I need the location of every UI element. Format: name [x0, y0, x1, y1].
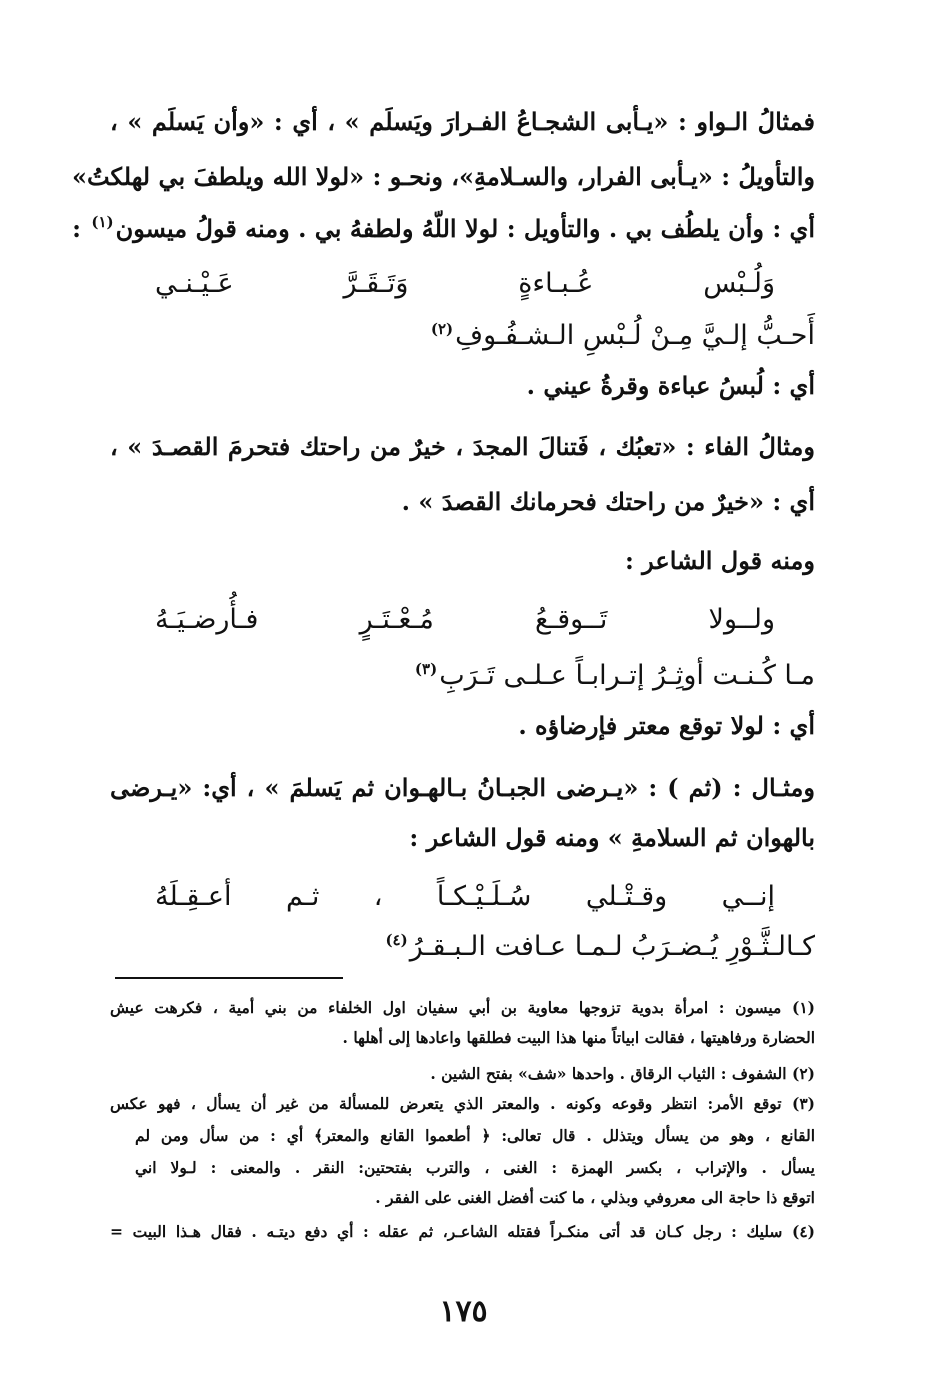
poem-verse: ولــولا تَــوقـعُ مُـعْـتَـرٍ فـأُرضـيَـهُ	[155, 604, 775, 635]
paragraph-text: أي : وأن يلطُف بي . والتأويل : لولا اللّهُ ولطفهُ بي . ومنه قولُ ميسون	[115, 214, 815, 243]
poem-verse-text: كـالـثَّـوْرِ يُـضـرَبُ لـمـا عـافت الـبـقـرُ	[409, 931, 815, 962]
footnote-ref: (٢)	[430, 320, 454, 338]
footnote-line: (٣) توقع الأمر: انتظر وقوعه وكونه . والمعتر الذي يتعرض للمسألة من غير أن يسأل ، فهو عكس	[110, 1094, 815, 1113]
poem-verse: وَلُـبْس عُـبـاءةٍ وَتَـقَـرَّ عَـيْـنـي	[155, 268, 775, 299]
poem-verse	[119, 918, 815, 969]
paragraph-line: والتأويلُ : «يـأبى الفرار، والسـلامةِ»، ونحـو : «لولا الله ويلطفَ بي لهلكتُ»	[71, 162, 815, 191]
paragraph-line: أي : لُبسُ عباءة وقرةُ عيني .	[526, 371, 815, 400]
footnote-divider	[115, 977, 343, 979]
footnote-line: (٢) الشفوف : الثياب الرقاق . واحدها «شف» بفتح الشين .	[430, 1064, 815, 1083]
footnote-line: اتوقع ذا حاجة الى معروفي وبذلي ، ما كنت أفضل الغنى على الفقر .	[375, 1188, 815, 1207]
poem-verse-text: مـا كُـنـت أوثِـرُ إتـرابـاً عـلـى تَـرَبِ	[439, 660, 815, 691]
paragraph-line: ومثـال : (ثم ) : «يـرضى الجبـانُ بـالهـوان ثم يَسلمَ » ، أي: «يـرضى	[110, 773, 815, 802]
paragraph-line: فمثالُ الـواو : «يـأبى الشجـاعُ الفـرارَ ويَسلَم » ، أي : «وأن يَسلَم » ،	[110, 107, 815, 136]
footnote-line: (١) ميسون : امرأة بدوية تزوجها معاوية بن أبي سفيان اول الخلفاء من بني أمية ، فكرهت عيش	[110, 998, 815, 1017]
paragraph-text: :	[72, 214, 90, 243]
poem-verse	[119, 307, 815, 358]
paragraph-line: ومثالُ الفاء : «تعبُك ، فَتنالَ المجدَ ، خيرٌ من راحتك فتحرمَ القصـدَ » ،	[110, 432, 815, 461]
footnote-ref: (١)	[91, 213, 114, 231]
footnote-line: القانع ، وهو من يسأل ويتذلل . قال تعالى: ﴿ أطعموا القانع والمعتر﴾ أي : من سأل ومن لم	[135, 1126, 815, 1145]
paragraph-line: ومنه قول الشاعر :	[624, 546, 815, 575]
footnote-line: الحضارة ورفاهيتها ، فقالت ابياتاً منها هذا البيت فطلقها واعادها إلى أهلها .	[342, 1028, 815, 1047]
poem-verse-text: أَحـبُّ إلـيَّ مِـنْ لُـبْسِ الـشـفُـوفِ	[455, 320, 815, 351]
footnote-line: (٤) سليك : رجل كـان قد أتى منكـراً فقتله الشاعـر، ثم عقله : أي دفع ديتـه . فقال هـذا البيت =	[110, 1222, 815, 1241]
footnote-ref: (٣)	[414, 660, 438, 678]
page-number: ١٧٥	[439, 1294, 488, 1329]
footnote-line: يسأل . والإتراب ، بكسر الهمزة : الغنى ، والترب بفتحتين: النقر . والمعنى : لـولا اني	[135, 1158, 815, 1177]
poem-verse: إنــي وقـتْـلي سُـلَـيْـكـاً ، ثـم أعـقِـلَهُ	[155, 881, 775, 912]
paragraph-line: بالهوان ثم السلامةِ » ومنه قول الشاعر :	[409, 823, 815, 852]
paragraph-line: أي : لولا توقع معتر فإرضاؤه .	[518, 711, 815, 740]
footnote-ref: (٤)	[385, 931, 408, 949]
paragraph-line	[72, 202, 815, 249]
paragraph-line: أي : «خيرٌ من راحتك فحرمانك القصدَ » .	[401, 487, 815, 516]
poem-verse	[119, 647, 815, 698]
